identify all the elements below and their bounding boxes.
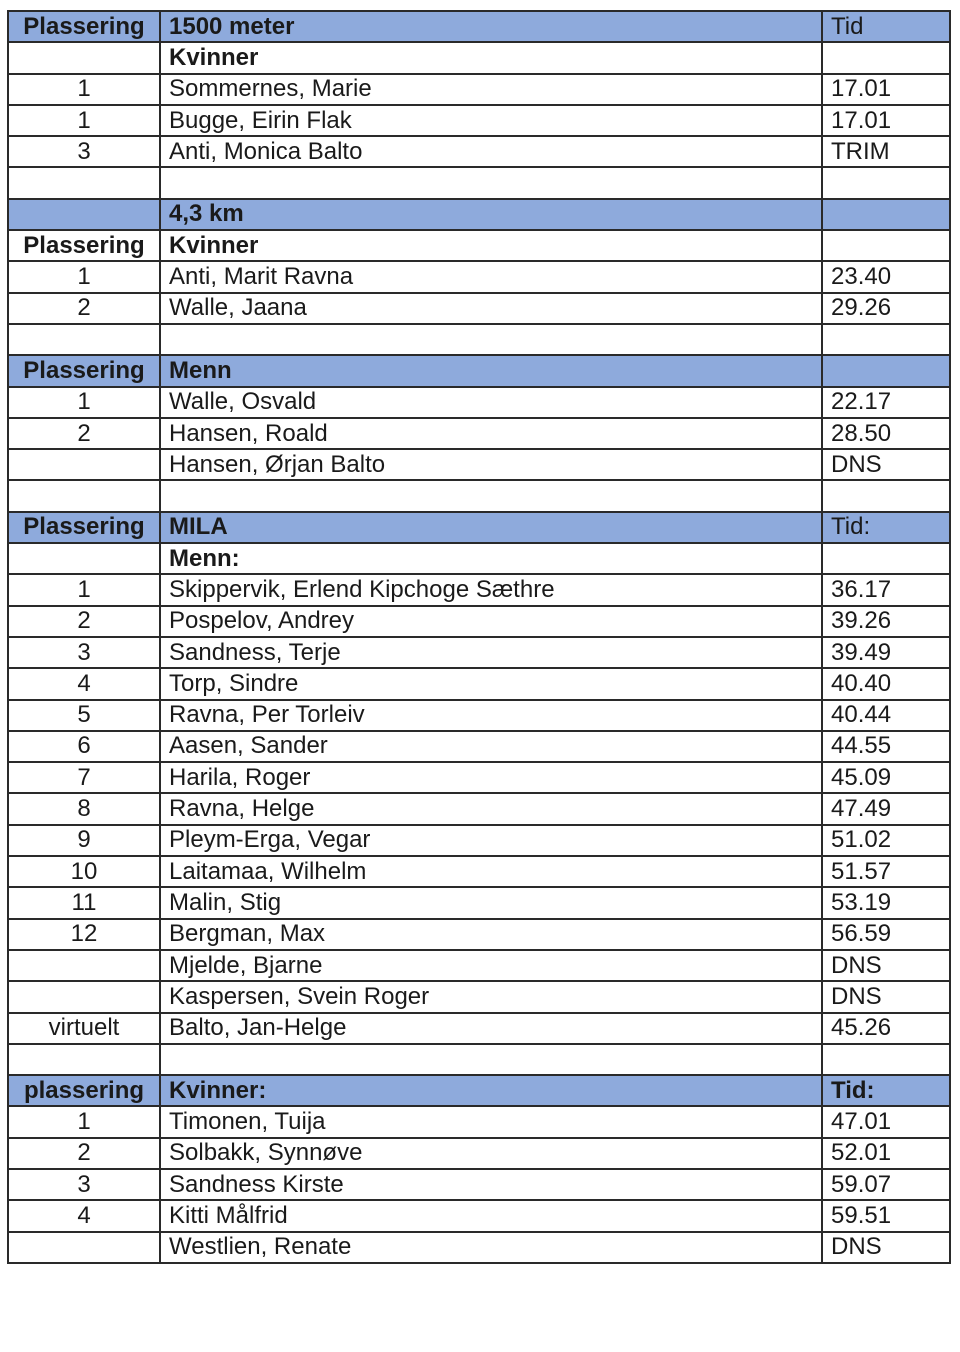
time-cell bbox=[822, 199, 950, 230]
result-row bbox=[8, 387, 950, 418]
placement-cell: Plassering bbox=[8, 11, 160, 42]
placement-cell: 4 bbox=[8, 668, 160, 699]
athlete-name-cell: Laitamaa, Wilhelm bbox=[160, 856, 822, 887]
time-cell: 51.57 bbox=[822, 856, 950, 887]
placement-cell: 1 bbox=[8, 261, 160, 292]
result-row bbox=[8, 887, 950, 918]
time-cell: 44.55 bbox=[822, 731, 950, 762]
athlete-name-cell: Anti, Marit Ravna bbox=[160, 261, 822, 292]
result-row bbox=[8, 1013, 950, 1044]
athlete-name-cell bbox=[160, 480, 822, 511]
time-cell: 39.26 bbox=[822, 606, 950, 637]
athlete-name-cell: Kvinner: bbox=[160, 1075, 822, 1106]
time-cell: 59.51 bbox=[822, 1200, 950, 1231]
athlete-name-cell: Sandness, Terje bbox=[160, 637, 822, 668]
athlete-name-cell bbox=[160, 1044, 822, 1075]
placement-cell: plassering bbox=[8, 1075, 160, 1106]
placement-cell: 2 bbox=[8, 293, 160, 324]
time-cell bbox=[822, 1044, 950, 1075]
time-cell: 51.02 bbox=[822, 825, 950, 856]
time-cell: DNS bbox=[822, 981, 950, 1012]
placement-cell: 1 bbox=[8, 1106, 160, 1137]
result-row bbox=[8, 950, 950, 981]
placement-cell: 6 bbox=[8, 731, 160, 762]
athlete-name-cell bbox=[160, 324, 822, 355]
spacer-row bbox=[8, 167, 950, 198]
placement-cell: 1 bbox=[8, 74, 160, 105]
athlete-name-cell: Mjelde, Bjarne bbox=[160, 950, 822, 981]
placement-cell bbox=[8, 1232, 160, 1263]
placement-cell: 8 bbox=[8, 793, 160, 824]
time-cell: 17.01 bbox=[822, 74, 950, 105]
placement-cell bbox=[8, 167, 160, 198]
time-cell: Tid: bbox=[822, 512, 950, 543]
time-cell: Tid bbox=[822, 11, 950, 42]
time-cell: 47.01 bbox=[822, 1106, 950, 1137]
placement-cell: 2 bbox=[8, 418, 160, 449]
athlete-name-cell: Hansen, Ørjan Balto bbox=[160, 449, 822, 480]
result-row bbox=[8, 105, 950, 136]
time-cell: 29.26 bbox=[822, 293, 950, 324]
subheader-row bbox=[8, 543, 950, 574]
result-row bbox=[8, 825, 950, 856]
athlete-name-cell: Menn bbox=[160, 355, 822, 386]
placement-cell bbox=[8, 981, 160, 1012]
athlete-name-cell: Bugge, Eirin Flak bbox=[160, 105, 822, 136]
time-cell: 45.26 bbox=[822, 1013, 950, 1044]
result-row bbox=[8, 762, 950, 793]
athlete-name-cell bbox=[160, 167, 822, 198]
athlete-name-cell: MILA bbox=[160, 512, 822, 543]
time-cell: DNS bbox=[822, 449, 950, 480]
athlete-name-cell: Torp, Sindre bbox=[160, 668, 822, 699]
placement-cell: 4 bbox=[8, 1200, 160, 1231]
time-cell: Tid: bbox=[822, 1075, 950, 1106]
athlete-name-cell: Kvinner bbox=[160, 230, 822, 261]
spacer-row bbox=[8, 480, 950, 511]
placement-cell: 5 bbox=[8, 700, 160, 731]
placement-cell: 1 bbox=[8, 574, 160, 605]
subheader-row bbox=[8, 42, 950, 73]
placement-cell: 9 bbox=[8, 825, 160, 856]
athlete-name-cell: Skippervik, Erlend Kipchoge Sæthre bbox=[160, 574, 822, 605]
time-cell: DNS bbox=[822, 950, 950, 981]
athlete-name-cell: 1500 meter bbox=[160, 11, 822, 42]
athlete-name-cell: Aasen, Sander bbox=[160, 731, 822, 762]
placement-cell bbox=[8, 449, 160, 480]
time-cell bbox=[822, 543, 950, 574]
placement-cell bbox=[8, 543, 160, 574]
athlete-name-cell: Kvinner bbox=[160, 42, 822, 73]
section-header-row bbox=[8, 1075, 950, 1106]
time-cell: 22.17 bbox=[822, 387, 950, 418]
athlete-name-cell: Walle, Osvald bbox=[160, 387, 822, 418]
athlete-name-cell: Sommernes, Marie bbox=[160, 74, 822, 105]
athlete-name-cell: Ravna, Helge bbox=[160, 793, 822, 824]
athlete-name-cell: Solbakk, Synnøve bbox=[160, 1138, 822, 1169]
athlete-name-cell: Menn: bbox=[160, 543, 822, 574]
athlete-name-cell: 4,3 km bbox=[160, 199, 822, 230]
result-row bbox=[8, 1169, 950, 1200]
athlete-name-cell: Harila, Roger bbox=[160, 762, 822, 793]
result-row bbox=[8, 1200, 950, 1231]
result-row bbox=[8, 418, 950, 449]
result-row bbox=[8, 919, 950, 950]
athlete-name-cell: Malin, Stig bbox=[160, 887, 822, 918]
section-header-row bbox=[8, 512, 950, 543]
placement-cell: 1 bbox=[8, 105, 160, 136]
placement-cell: 3 bbox=[8, 637, 160, 668]
time-cell: 23.40 bbox=[822, 261, 950, 292]
time-cell bbox=[822, 480, 950, 511]
spacer-row bbox=[8, 324, 950, 355]
placement-cell bbox=[8, 324, 160, 355]
placement-cell: 7 bbox=[8, 762, 160, 793]
section-header-row bbox=[8, 11, 950, 42]
athlete-name-cell: Ravna, Per Torleiv bbox=[160, 700, 822, 731]
results-table-body bbox=[8, 11, 950, 1263]
placement-cell: 1 bbox=[8, 387, 160, 418]
time-cell: 28.50 bbox=[822, 418, 950, 449]
time-cell: 56.59 bbox=[822, 919, 950, 950]
placement-cell: 12 bbox=[8, 919, 160, 950]
athlete-name-cell: Westlien, Renate bbox=[160, 1232, 822, 1263]
time-cell: 47.49 bbox=[822, 793, 950, 824]
placement-cell: 3 bbox=[8, 136, 160, 167]
time-cell: DNS bbox=[822, 1232, 950, 1263]
result-row bbox=[8, 637, 950, 668]
subheader-row bbox=[8, 230, 950, 261]
result-row bbox=[8, 449, 950, 480]
placement-cell: Plassering bbox=[8, 355, 160, 386]
placement-cell: virtuelt bbox=[8, 1013, 160, 1044]
time-cell: 36.17 bbox=[822, 574, 950, 605]
athlete-name-cell: Kitti Målfrid bbox=[160, 1200, 822, 1231]
time-cell: 17.01 bbox=[822, 105, 950, 136]
spacer-row bbox=[8, 1044, 950, 1075]
placement-cell bbox=[8, 950, 160, 981]
athlete-name-cell: Timonen, Tuija bbox=[160, 1106, 822, 1137]
result-row bbox=[8, 606, 950, 637]
time-cell: 52.01 bbox=[822, 1138, 950, 1169]
time-cell: 53.19 bbox=[822, 887, 950, 918]
time-cell bbox=[822, 355, 950, 386]
placement-cell: 10 bbox=[8, 856, 160, 887]
athlete-name-cell: Kaspersen, Svein Roger bbox=[160, 981, 822, 1012]
placement-cell bbox=[8, 199, 160, 230]
section-header-row bbox=[8, 199, 950, 230]
result-row bbox=[8, 700, 950, 731]
athlete-name-cell: Walle, Jaana bbox=[160, 293, 822, 324]
athlete-name-cell: Bergman, Max bbox=[160, 919, 822, 950]
result-row bbox=[8, 261, 950, 292]
result-row bbox=[8, 981, 950, 1012]
athlete-name-cell: Balto, Jan-Helge bbox=[160, 1013, 822, 1044]
placement-cell bbox=[8, 1044, 160, 1075]
section-header-row bbox=[8, 355, 950, 386]
result-row bbox=[8, 74, 950, 105]
result-row bbox=[8, 293, 950, 324]
placement-cell: 3 bbox=[8, 1169, 160, 1200]
placement-cell: 2 bbox=[8, 1138, 160, 1169]
placement-cell: 11 bbox=[8, 887, 160, 918]
result-row bbox=[8, 668, 950, 699]
result-row bbox=[8, 1106, 950, 1137]
result-row bbox=[8, 793, 950, 824]
placement-cell: Plassering bbox=[8, 230, 160, 261]
results-table bbox=[7, 10, 951, 1264]
time-cell bbox=[822, 230, 950, 261]
athlete-name-cell: Pospelov, Andrey bbox=[160, 606, 822, 637]
placement-cell bbox=[8, 42, 160, 73]
athlete-name-cell: Pleym-Erga, Vegar bbox=[160, 825, 822, 856]
placement-cell: Plassering bbox=[8, 512, 160, 543]
time-cell: 39.49 bbox=[822, 637, 950, 668]
placement-cell bbox=[8, 480, 160, 511]
result-row bbox=[8, 1138, 950, 1169]
athlete-name-cell: Hansen, Roald bbox=[160, 418, 822, 449]
result-row bbox=[8, 136, 950, 167]
time-cell bbox=[822, 167, 950, 198]
result-row bbox=[8, 574, 950, 605]
result-row bbox=[8, 731, 950, 762]
result-row bbox=[8, 856, 950, 887]
time-cell: 40.40 bbox=[822, 668, 950, 699]
time-cell bbox=[822, 42, 950, 73]
time-cell bbox=[822, 324, 950, 355]
time-cell: TRIM bbox=[822, 136, 950, 167]
athlete-name-cell: Sandness Kirste bbox=[160, 1169, 822, 1200]
time-cell: 40.44 bbox=[822, 700, 950, 731]
result-row bbox=[8, 1232, 950, 1263]
placement-cell: 2 bbox=[8, 606, 160, 637]
athlete-name-cell: Anti, Monica Balto bbox=[160, 136, 822, 167]
time-cell: 45.09 bbox=[822, 762, 950, 793]
time-cell: 59.07 bbox=[822, 1169, 950, 1200]
